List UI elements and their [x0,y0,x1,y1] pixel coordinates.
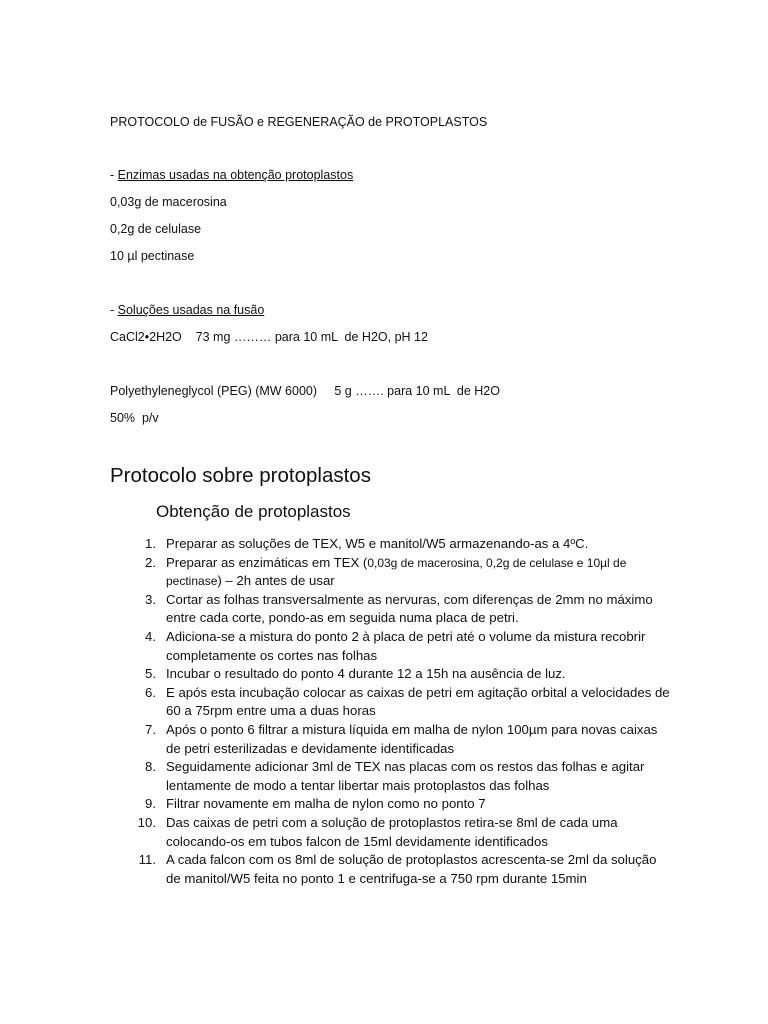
list-item [110,684,670,721]
list-item [110,721,670,758]
step-number: 10. [137,814,156,830]
section-title: Protocolo sobre protoplastos [110,464,371,487]
step-number: 4. [145,628,156,644]
step-text-part: 0,03g de macerosina, 0,2g de celulase e 10µl de pectinase [166,555,627,589]
step-text: Cortar as folhas transversalmente as nervuras, com diferenças de 2mm no máximo entre cada corte, pondo-as em seguida numa placa de petri. [166,591,653,626]
enzyme-item: 10 µl pectinase [110,249,195,263]
list-item [110,814,670,851]
step-text: Seguidamente adicionar 3ml de TEX nas placas com os restos das folhas e agitar lentamente de modo a tentar libertar mais protoplastos das folhas [166,759,645,793]
step-number: 2. [145,554,156,570]
step-text: A cada falcon com os 8ml de solução de protoplastos acrescenta-se 2ml da solução de manitol/W5 feita no ponto 1 e centrifuga-se a 750 rpm durante 15min [166,852,657,886]
peg-concentration: 50% p/v [110,411,159,425]
step-number: 6. [145,684,156,700]
list-item [110,851,670,888]
cacl2-solution: CaCl2•2H2O 73 mg ……… para 10 mL de H2O, pH 12 [110,330,428,344]
list-item [110,795,670,814]
step-number: 8. [145,759,156,775]
enzymes-heading [110,167,353,183]
enzymes-heading-text: Enzimas usadas na obtenção protoplastos [117,168,354,182]
steps-list [110,535,670,888]
solutions-heading-text: Soluções usadas na fusão [117,303,265,317]
step-number: 1. [145,536,156,551]
step-text: Adiciona-se a mistura do ponto 2 à placa de petri até o volume da mistura recobrir completamente os cortes nas folhas [166,628,646,663]
step-text [156,554,670,591]
document-title: PROTOCOLO de FUSÃO e REGENERAÇÃO de PROTOPLASTOS [110,115,488,129]
step-number: 11. [138,852,156,868]
subsection-title: Obtenção de protoplastos [156,502,351,521]
solutions-heading-prefix: - [110,303,118,317]
list-item [110,591,670,628]
step-text: Filtrar novamente em malha de nylon como no ponto 7 [166,796,486,812]
step-number: 9. [145,796,156,812]
step-text: Preparar as soluções de TEX, W5 e manitol/W5 armazenando-as a 4ºC. [166,536,589,551]
enzymes-heading-prefix: - [110,168,118,182]
list-item [110,535,670,554]
step-text: Incubar o resultado do ponto 4 durante 12 a 15h na ausência de luz. [166,666,566,682]
step-number: 5. [145,666,156,682]
list-item [110,554,670,591]
enzyme-item: 0,2g de celulase [110,222,202,236]
step-number: 7. [145,721,156,737]
list-item [110,758,670,795]
step-text-part: Preparar as enzimáticas em TEX ( [166,554,368,570]
step-text: Das caixas de petri com a solução de protoplastos retira-se 8ml de cada uma colocando-os em tubos falcon de 15ml devidamente identificados [166,814,618,849]
list-item [110,665,670,684]
solutions-heading [110,302,264,318]
list-item [110,628,670,665]
step-text: Após o ponto 6 filtrar a mistura líquida em malha de nylon 100µm para novas caixas de petri esterilizadas e devidamente identificadas [166,721,658,756]
step-text-part: ) – 2h antes de usar [217,573,335,589]
step-number: 3. [145,591,156,607]
step-text: E após esta incubação colocar as caixas de petri em agitação orbital a velocidades de 60 a 75rpm entre uma a duas horas [166,684,670,719]
enzyme-item: 0,03g de macerosina [110,195,227,209]
peg-solution: Polyethyleneglycol (PEG) (MW 6000) 5 g ……. para 10 mL de H2O [110,384,500,398]
